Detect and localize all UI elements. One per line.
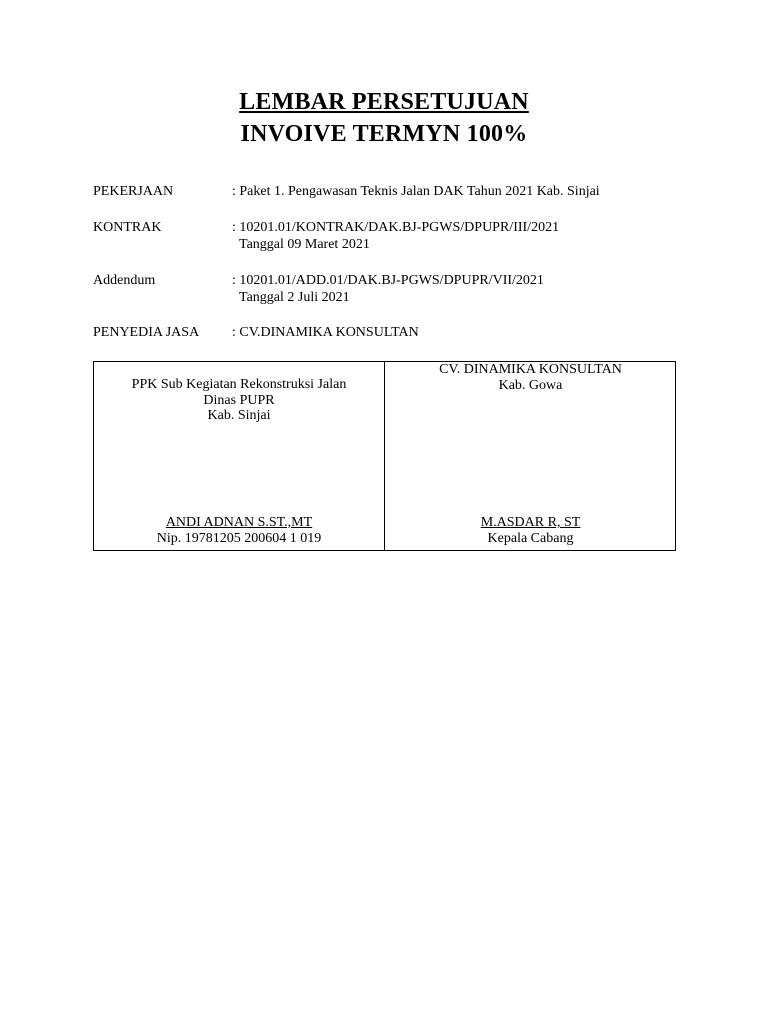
signer-position: Kepala Cabang — [487, 530, 574, 546]
signature-table — [93, 361, 676, 551]
signature-cell-left — [94, 362, 384, 550]
title-line-2: INVOIVE TERMYN 100% — [240, 121, 528, 147]
signer-position: Nip. 19781205 200604 1 019 — [156, 530, 322, 546]
field-label: KONTRAK — [93, 220, 162, 235]
field-value: : 10201.01/KONTRAK/DAK.BJ-PGWS/DPUPR/III/2021 — [232, 220, 560, 235]
signer-name: ANDI ADNAN S.ST.,MT — [165, 515, 313, 530]
field-value: : 10201.01/ADD.01/DAK.BJ-PGWS/DPUPR/VII/2021 — [232, 273, 544, 288]
org-line: Dinas PUPR — [203, 392, 275, 408]
field-label: PEKERJAAN — [93, 184, 174, 199]
field-label: Addendum — [93, 273, 156, 288]
field-value: : Paket 1. Pengawasan Teknis Jalan DAK Tahun 2021 Kab. Sinjai — [232, 184, 600, 199]
field-subvalue: Tanggal 2 Juli 2021 — [239, 290, 350, 305]
field-value: : CV.DINAMIKA KONSULTAN — [232, 325, 419, 340]
signature-cell-right — [385, 362, 676, 550]
signer-organization — [94, 377, 384, 424]
field-subvalue: Tanggal 09 Maret 2021 — [239, 237, 370, 252]
document-title — [0, 88, 768, 150]
field-label: PENYEDIA JASA — [93, 325, 200, 340]
org-line: CV. DINAMIKA KONSULTAN — [439, 362, 622, 377]
signer-block — [385, 515, 676, 546]
signer-organization — [385, 362, 676, 393]
signer-block — [94, 515, 384, 546]
org-line: Kab. Gowa — [498, 377, 563, 393]
org-line: Kab. Sinjai — [207, 408, 271, 423]
signer-name: M.ASDAR R, ST — [480, 515, 581, 530]
title-line-1: LEMBAR PERSETUJUAN — [239, 89, 529, 115]
org-line: PPK Sub Kegiatan Rekonstruksi Jalan — [131, 377, 347, 392]
